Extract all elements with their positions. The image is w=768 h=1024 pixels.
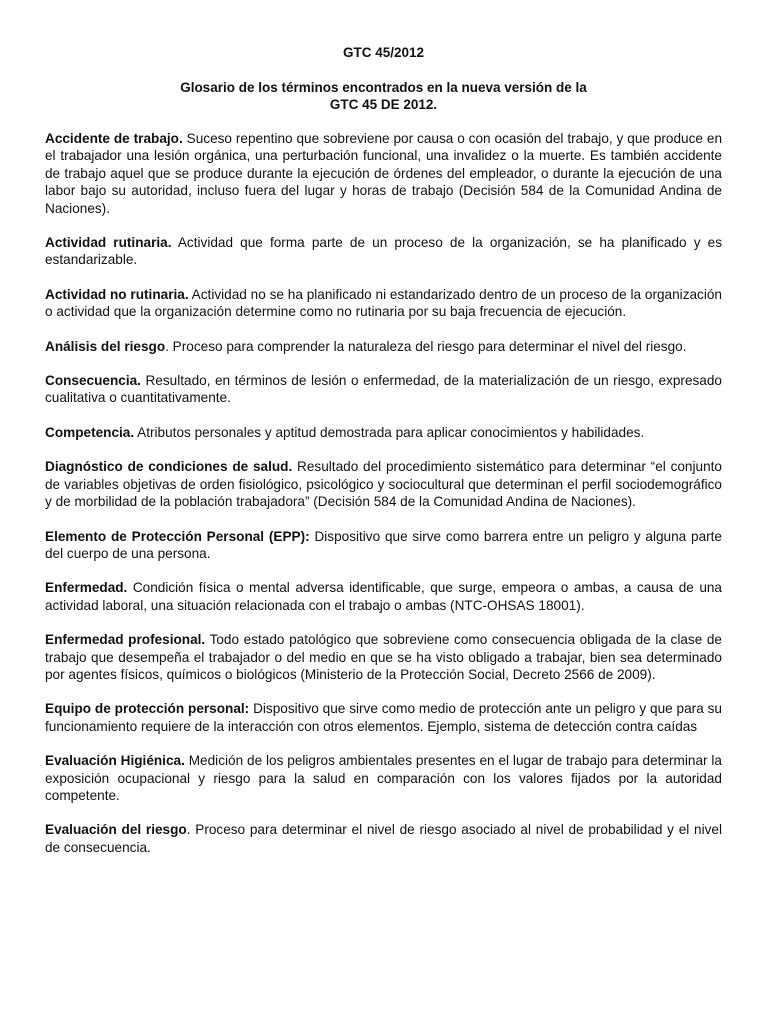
glossary-definition: Condición física o mental adversa identificable, que surge, empeora o ambas, a causa de una actividad laboral, una situación relacionada con el trabajo o ambas (NTC-OHSAS 18001).	[45, 580, 722, 613]
document-title-line-1: Glosario de los términos encontrados en la nueva versión de la	[180, 80, 587, 95]
document-page	[45, 44, 722, 873]
document-code: GTC 45/2012	[342, 45, 425, 60]
glossary-definition: Actividad no se ha planificado ni estandarizado dentro de un proceso de la organización o actividad que la organización determine como no rutinaria por su baja frecuencia de ejecución.	[45, 286, 722, 320]
glossary-entry-evaluacion-del-riesgo	[45, 821, 722, 856]
glossary-term: Evaluación del riesgo	[45, 822, 187, 838]
glossary-term: Accidente de trabajo.	[45, 131, 183, 146]
glossary-entry-analisis-del-riesgo	[45, 338, 722, 355]
glossary-term: Equipo de protección personal:	[45, 701, 250, 717]
glossary-definition: Suceso repentino que sobreviene por causa o con ocasión del trabajo, y que produce en el trabajador una lesión orgánica, una perturbación funcional, una invalidez o la muerte. Es también accidente de trabajo aquel que se produce durante la ejecución de órdenes del empleador, o durante la ejecución de una labor bajo su autoridad, incluso fuera del lugar y horas de trabajo (Decisión 584 de la Comunidad Andina de Naciones).	[45, 131, 722, 216]
glossary-definition: Resultado del procedimiento sistemático para determinar “el conjunto de variables objetivas de orden fisiológico, psicológico y sociocultural que determinan el perfil sociodemográfico y de morbilidad de la población trabajadora” (Decisión 584 de la Comunidad Andina de Naciones).	[45, 459, 722, 510]
glossary-term: Análisis del riesgo	[45, 338, 166, 354]
glossary-entry-competencia	[45, 424, 722, 441]
glossary-term: Enfermedad profesional.	[45, 632, 206, 648]
glossary-definition: . Proceso para comprender la naturaleza del riesgo para determinar el nivel del riesgo.	[165, 338, 687, 354]
glossary-entry-enfermedad	[45, 579, 722, 614]
glossary-entry-consecuencia	[45, 372, 722, 407]
glossary-definition: Resultado, en términos de lesión o enfermedad, de la materialización de un riesgo, expresado cualitativa o cuantitativamente.	[45, 373, 722, 406]
glossary-term: Elemento de Protección Personal (EPP):	[45, 528, 310, 544]
glossary-term: Consecuencia.	[45, 373, 141, 389]
glossary-definition: Dispositivo que sirve como medio de protección ante un peligro y que para su funcionamiento requiere de la interacción con otros elementos. Ejemplo, sistema de detección contra caídas	[45, 701, 722, 734]
glossary-term: Diagnóstico de condiciones de salud.	[45, 459, 293, 475]
glossary-definition: Dispositivo que sirve como barrera entre un peligro y alguna parte del cuerpo de una persona.	[45, 528, 722, 561]
glossary-definition: Actividad que forma parte de un proceso de la organización, se ha planificado y es estandarizable.	[45, 235, 722, 268]
glossary-term: Competencia.	[45, 424, 135, 440]
glossary-term: Enfermedad.	[45, 580, 128, 596]
glossary-definition: Atributos personales y aptitud demostrada para aplicar conocimientos y habilidades.	[134, 424, 645, 440]
document-title	[45, 79, 722, 113]
glossary-term: Actividad no rutinaria.	[45, 286, 189, 302]
glossary-entry-enfermedad-profesional	[45, 631, 722, 683]
glossary-entry-diagnostico-condiciones-salud	[45, 458, 722, 510]
glossary-definition: Todo estado patológico que sobreviene como consecuencia obligada de la clase de trabajo que desempeña el trabajador o del medio en que se ha visto obligado a trabajar, bien sea determinado por agentes físicos, químicos o biológicos (Ministerio de la Protección Social, Decreto 2566 de 2009).	[45, 632, 722, 682]
glossary-term: Evaluación Higiénica.	[45, 753, 185, 769]
glossary-entry-accidente-de-trabajo	[45, 130, 722, 217]
glossary-term: Actividad rutinaria.	[45, 235, 172, 251]
glossary-entry-evaluacion-higienica	[45, 752, 722, 804]
glossary-entry-equipo-proteccion-personal	[45, 700, 722, 735]
glossary-entry-actividad-rutinaria	[45, 234, 722, 269]
glossary-entry-elemento-proteccion-personal	[45, 528, 722, 563]
glossary-entry-actividad-no-rutinaria	[45, 286, 722, 321]
glossary-definition: Medición de los peligros ambientales presentes en el lugar de trabajo para determinar la exposición ocupacional y riesgo para la salud en comparación con los valores fijados por la autoridad competente.	[45, 753, 722, 803]
glossary-definition: . Proceso para determinar el nivel de riesgo asociado al nivel de probabilidad y el nivel de consecuencia.	[45, 822, 722, 855]
document-title-line-2: GTC 45 DE 2012.	[329, 97, 438, 112]
